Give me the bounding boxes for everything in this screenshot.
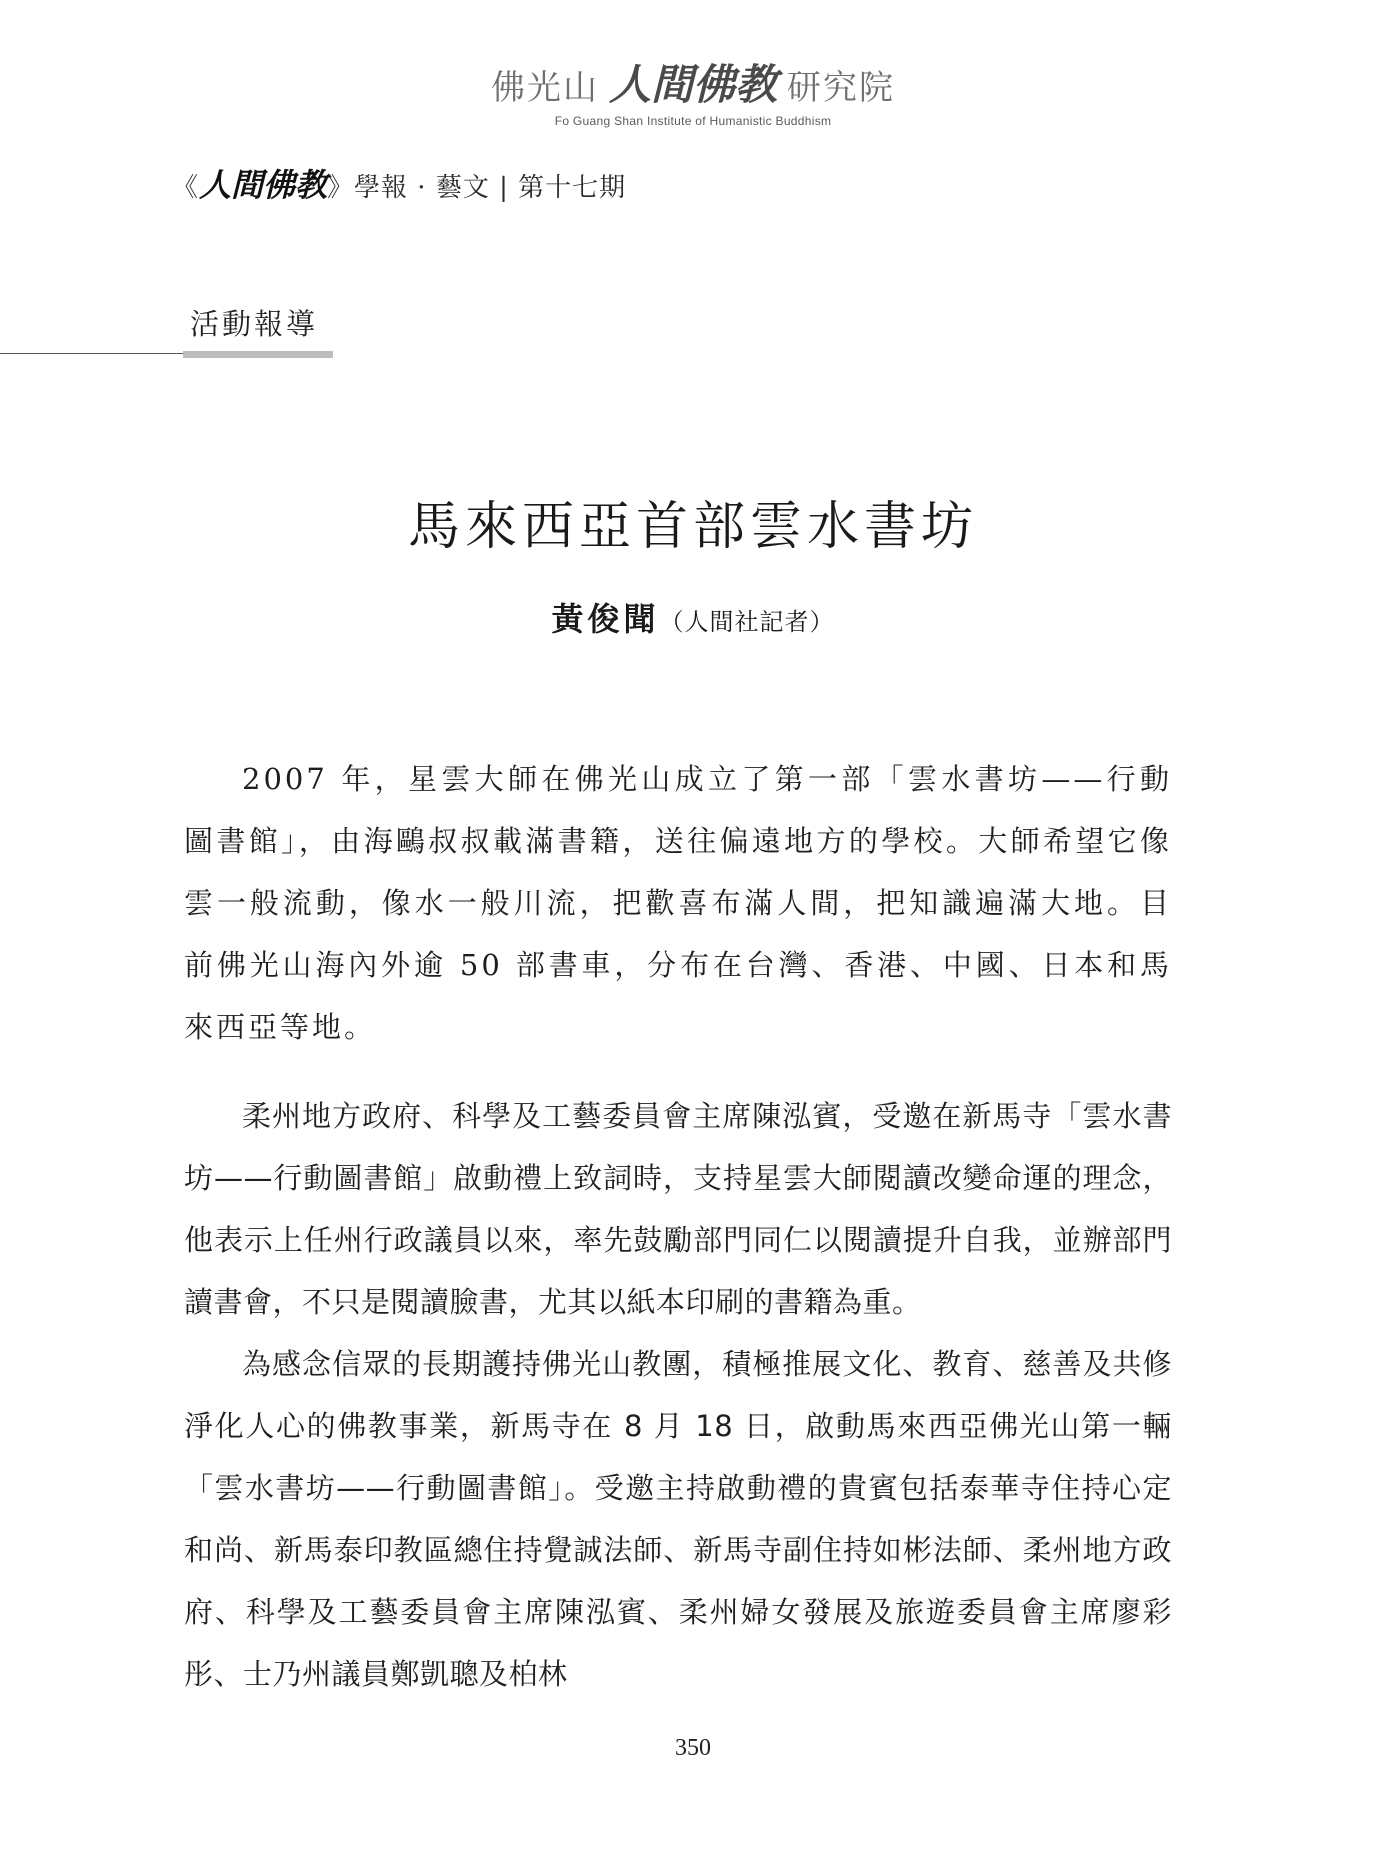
paragraph: 柔州地方政府、科學及工藝委員會主席陳泓賓，受邀在新馬寺「雲水書坊——行動圖書館」啟動禮上致詞時，支持星雲大師閱讀改變命運的理念，他表示上任州行政議員以來，率先鼓勵部門同仁以閱讀提升自我，並辦部門讀書會，不只是閱讀臉書，尤其以紙本印刷的書籍為重。 bbox=[184, 1099, 1172, 1319]
institute-english-name: Fo Guang Shan Institute of Humanistic Buddhism bbox=[554, 114, 832, 128]
journal-brand: 人間佛教 bbox=[199, 166, 328, 204]
institute-prefix: 佛光山 bbox=[490, 68, 599, 108]
section-underline bbox=[183, 351, 333, 358]
paragraph: 為感念信眾的長期護持佛光山教團，積極推展文化、教育、慈善及共修淨化人心的佛教事業，新馬寺在 8 月 18 日，啟動馬來西亞佛光山第一輛「雲水書坊——行動圖書館」。受邀主持啟動禮的貴賓包括泰華寺住持心定和尚、新馬泰印教區總住持覺誠法師、新馬寺副住持如彬法師、柔州地方政府、科學及工藝委員會主席陳泓賓、柔州婦女發展及旅遊委員會主席廖彩彤、士乃州議員鄭凱聰及柏林 bbox=[184, 1347, 1172, 1691]
intro-section bbox=[184, 748, 1172, 1058]
institute-header bbox=[0, 52, 1386, 128]
page-number: 350 bbox=[675, 1735, 711, 1761]
author-byline bbox=[0, 594, 1386, 640]
institute-logo bbox=[491, 52, 895, 112]
journal-issue: 》學報 · 藝文 | 第十七期 bbox=[327, 173, 627, 203]
journal-open-bracket: 《 bbox=[172, 173, 200, 203]
paragraph: 2007 年，星雲大師在佛光山成立了第一部「雲水書坊——行動圖書館」，由海鷗叔叔載滿書籍，送往偏遠地方的學校。大師希望它像雲一般流動，像水一般川流，把歡喜布滿人間，把知識遍滿大地。目前佛光山海內外逾 50 部書車，分布在台灣、香港、中國、日本和馬來西亞等地。 bbox=[184, 762, 1172, 1044]
main-section bbox=[184, 1085, 1172, 1705]
institute-brand: 人間佛教 bbox=[608, 60, 777, 109]
article-title: 馬來西亞首部雲水書坊 bbox=[407, 497, 978, 557]
author-name: 黃俊聞 bbox=[551, 600, 660, 638]
institute-suffix: 研究院 bbox=[787, 68, 895, 108]
author-role: （人間社記者） bbox=[659, 608, 835, 636]
journal-running-head bbox=[172, 160, 626, 206]
section-label: 活動報導 bbox=[190, 307, 319, 341]
